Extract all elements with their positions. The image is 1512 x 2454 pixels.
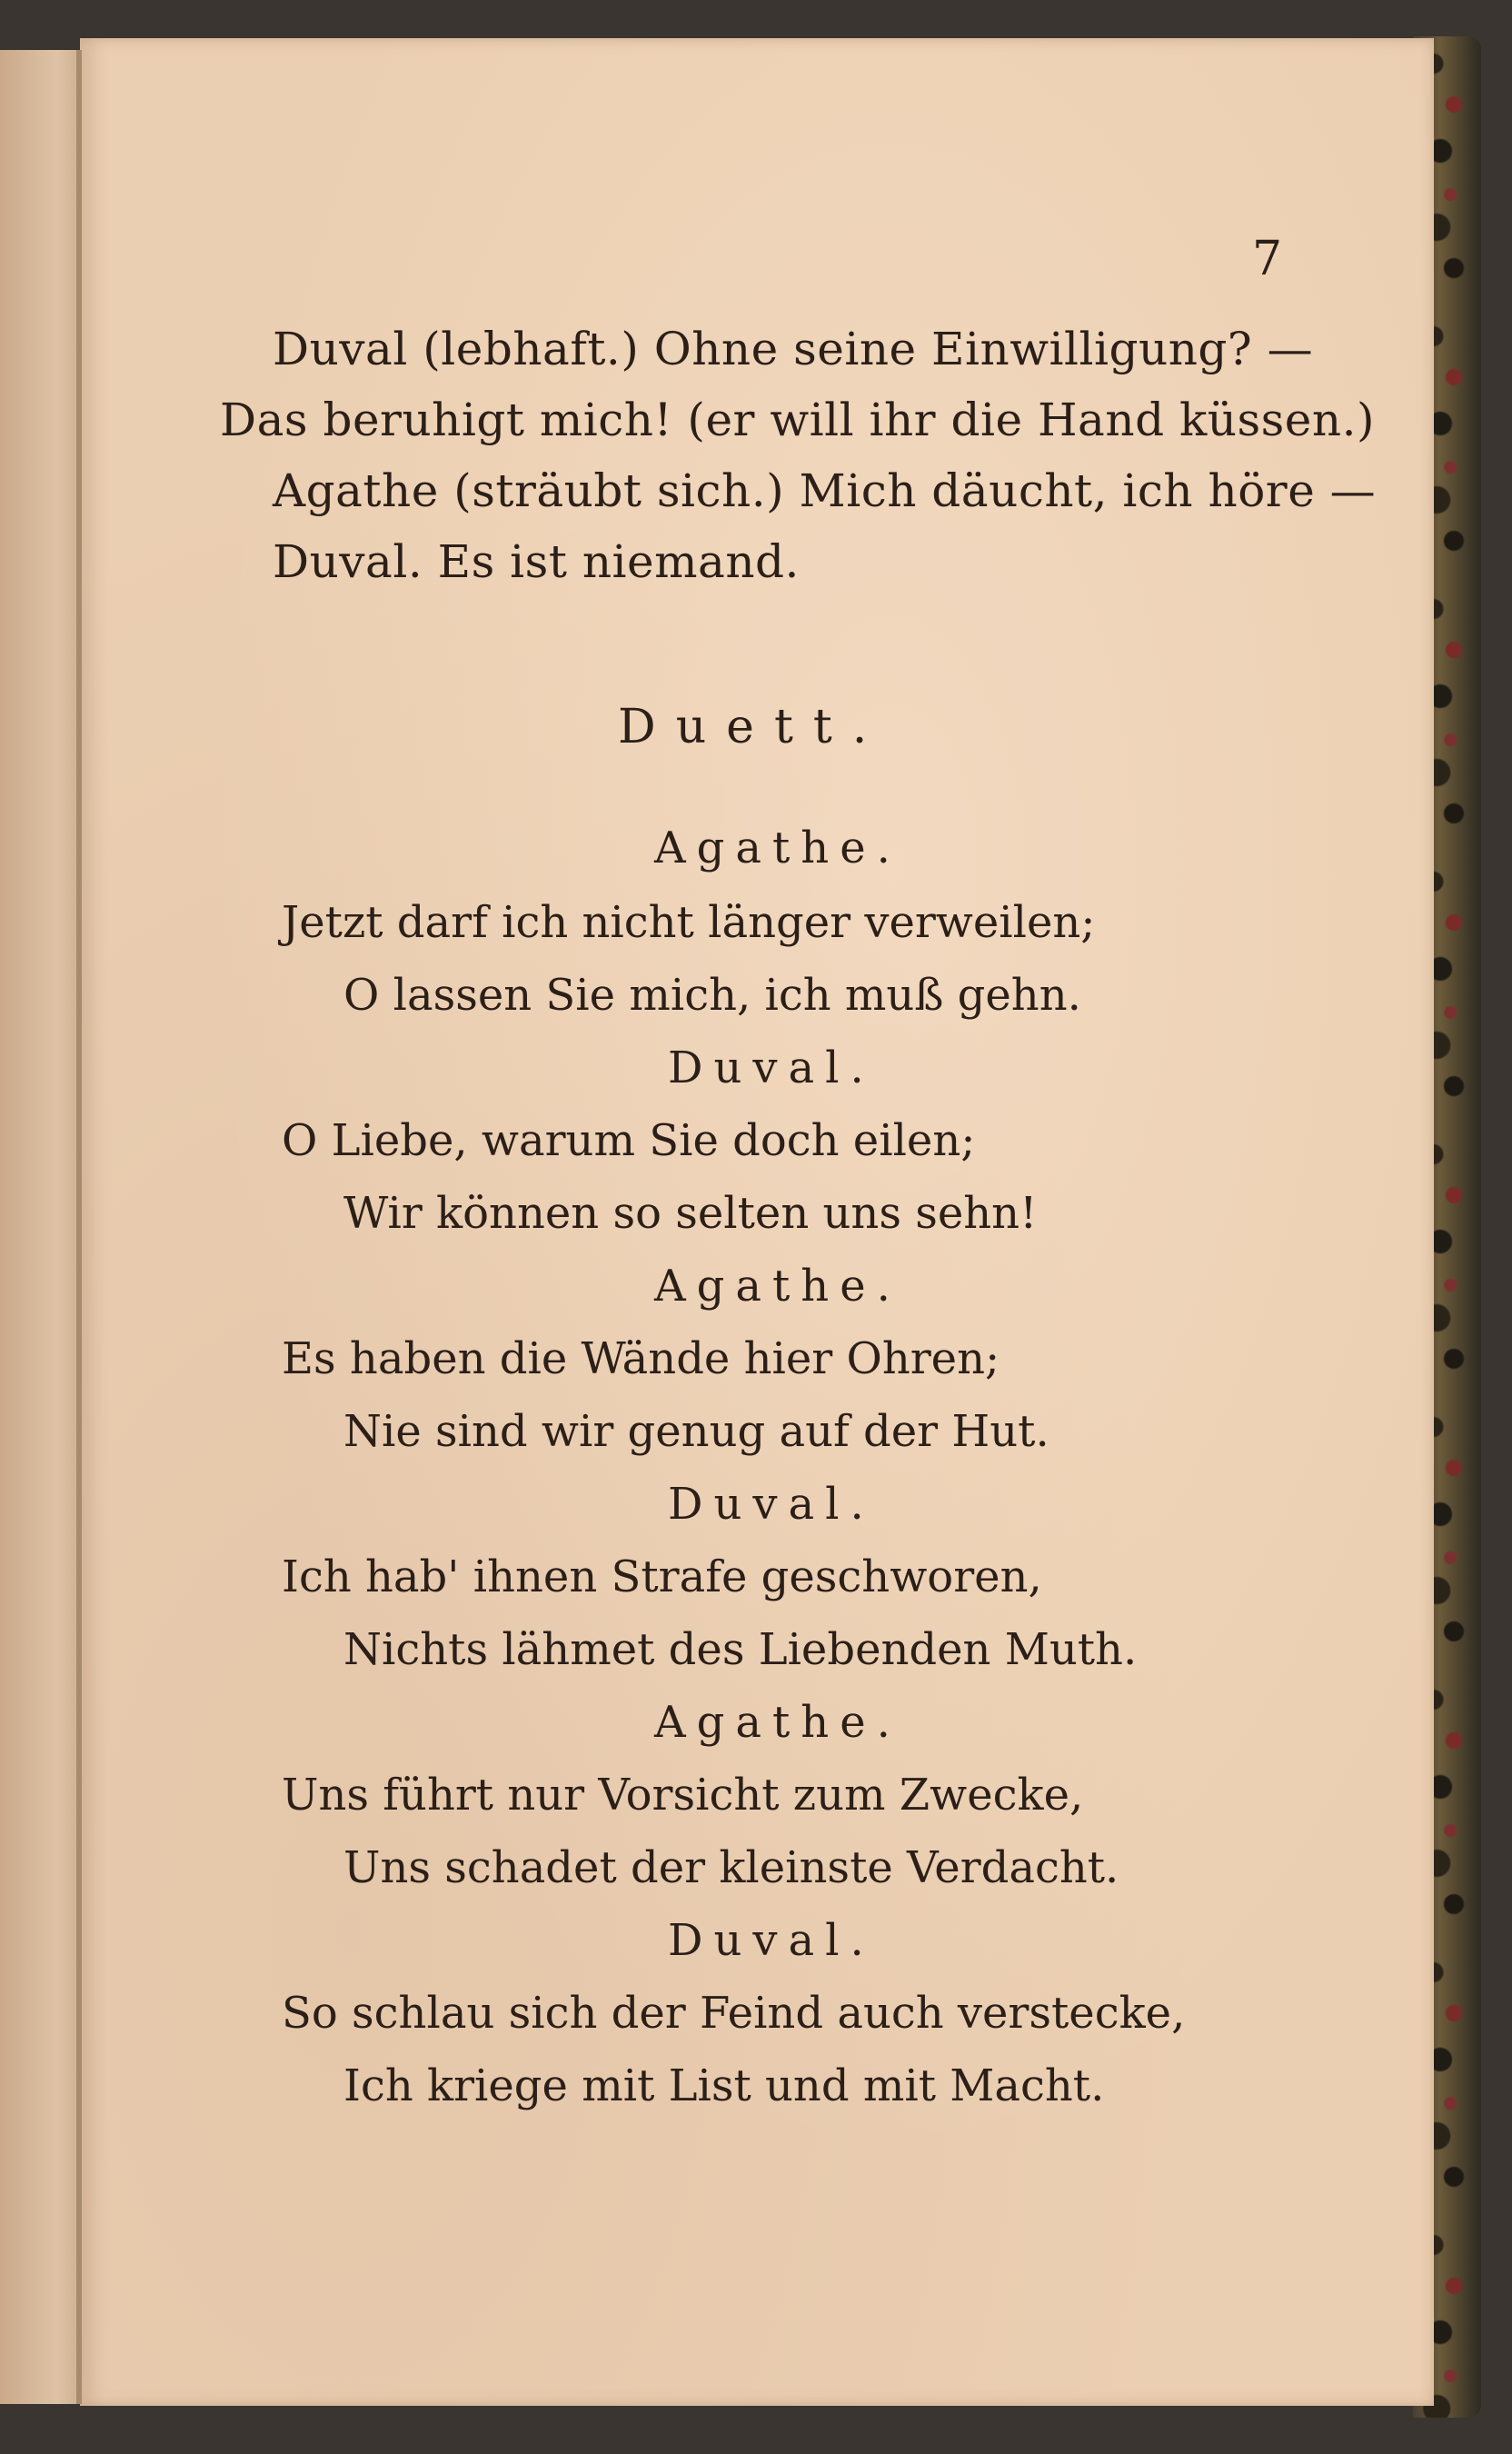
prose-line: Duval (lebhaft.) Ohne seine Einwilligung? — (273, 323, 1314, 375)
speaker-name: Duval. (668, 1479, 875, 1530)
verse-line: Jetzt darf ich nicht länger verweilen; (282, 897, 1096, 948)
left-page-edge (0, 50, 82, 2404)
verse-line: Ich kriege mit List und mit Macht. (343, 2060, 1105, 2111)
verse-line: Uns schadet der kleinste Verdacht. (343, 1842, 1119, 1893)
verse-line: Es haben die Wände hier Ohren; (282, 1333, 1000, 1384)
speaker-name: Agathe. (654, 1261, 901, 1312)
verse-line: Wir können so selten uns sehn! (343, 1188, 1038, 1239)
page-number: 7 (1252, 232, 1283, 286)
verse-line: Uns führt nur Vorsicht zum Zwecke, (282, 1770, 1084, 1821)
prose-line: Duval. Es ist niemand. (273, 535, 800, 588)
speaker-name: Agathe. (654, 823, 901, 873)
verse-line: So schlau sich der Feind auch verstecke, (282, 1988, 1186, 2039)
prose-line: Das beruhigt mich! (er will ihr die Hand küssen.) (220, 394, 1375, 446)
verse-line: Nie sind wir genug auf der Hut. (343, 1406, 1049, 1457)
section-heading: Duett. (618, 700, 888, 754)
speaker-name: Duval. (668, 1915, 875, 1966)
page-gutter (76, 50, 82, 2404)
verse-line: Nichts lähmet des Liebenden Muth. (343, 1624, 1138, 1675)
verse-line: O lassen Sie mich, ich muß gehn. (343, 970, 1081, 1021)
speaker-name: Duval. (668, 1042, 875, 1093)
speaker-name: Agathe. (654, 1697, 901, 1748)
verse-line: O Liebe, warum Sie doch eilen; (282, 1115, 976, 1166)
prose-line: Agathe (sträubt sich.) Mich däucht, ich höre — (273, 464, 1377, 517)
verse-line: Ich hab' ihnen Strafe geschworen, (282, 1551, 1042, 1602)
